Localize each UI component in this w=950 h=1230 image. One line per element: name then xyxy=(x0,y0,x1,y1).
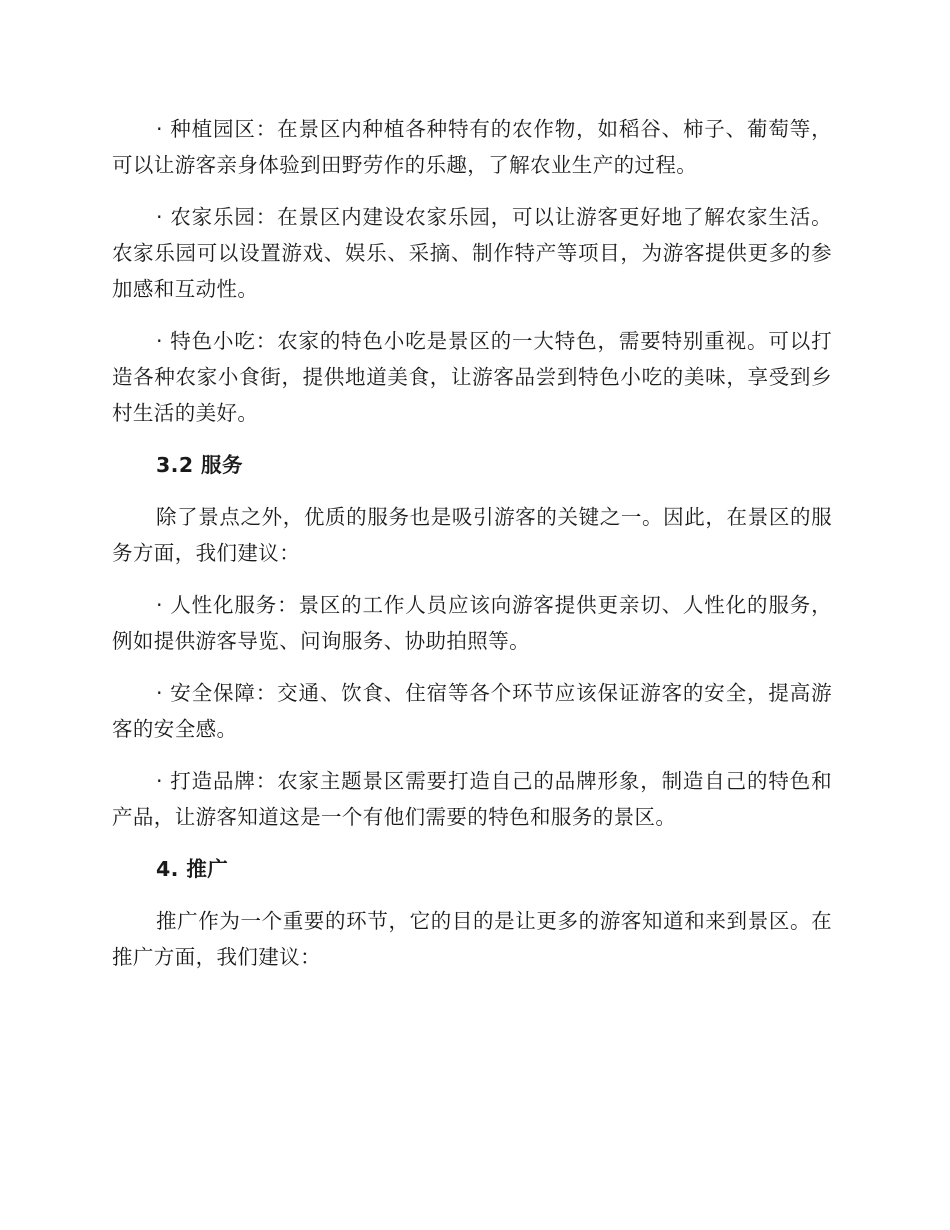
bullet-safety: · 安全保障：交通、饮食、住宿等各个环节应该保证游客的安全，提高游客的安全感。 xyxy=(112,681,832,741)
bullet-planting-area: · 种植园区：在景区内种植各种特有的农作物，如稻谷、柿子、葡萄等，可以让游客亲身体验到田野劳作的乐趣，了解农业生产的过程。 xyxy=(112,117,832,177)
bullet-local-snacks: · 特色小吃：农家的特色小吃是景区的一大特色，需要特别重视。可以打造各种农家小食街，提供地道美食，让游客品尝到特色小吃的美味，享受到乡村生活的美好。 xyxy=(112,329,832,425)
bullet-humanized-service: · 人性化服务：景区的工作人员应该向游客提供更亲切、人性化的服务，例如提供游客导览、问询服务、协助拍照等。 xyxy=(112,593,832,653)
document-body xyxy=(112,111,832,991)
bullet-branding: · 打造品牌：农家主题景区需要打造自己的品牌形象，制造自己的特色和产品，让游客知道这是一个有他们需要的特色和服务的景区。 xyxy=(112,769,832,829)
bullet-farm-park: · 农家乐园：在景区内建设农家乐园，可以让游客更好地了解农家生活。农家乐园可以设置游戏、娱乐、采摘、制作特产等项目，为游客提供更多的参加感和互动性。 xyxy=(112,205,832,301)
paragraph-services-intro: 除了景点之外，优质的服务也是吸引游客的关键之一。因此，在景区的服务方面，我们建议： xyxy=(112,505,832,565)
paragraph-promotion-intro: 推广作为一个重要的环节，它的目的是让更多的游客知道和来到景区。在推广方面，我们建议： xyxy=(112,909,832,969)
section-heading-promotion: 4. 推广 xyxy=(156,857,229,881)
section-heading-services: 3.2 服务 xyxy=(156,453,243,477)
